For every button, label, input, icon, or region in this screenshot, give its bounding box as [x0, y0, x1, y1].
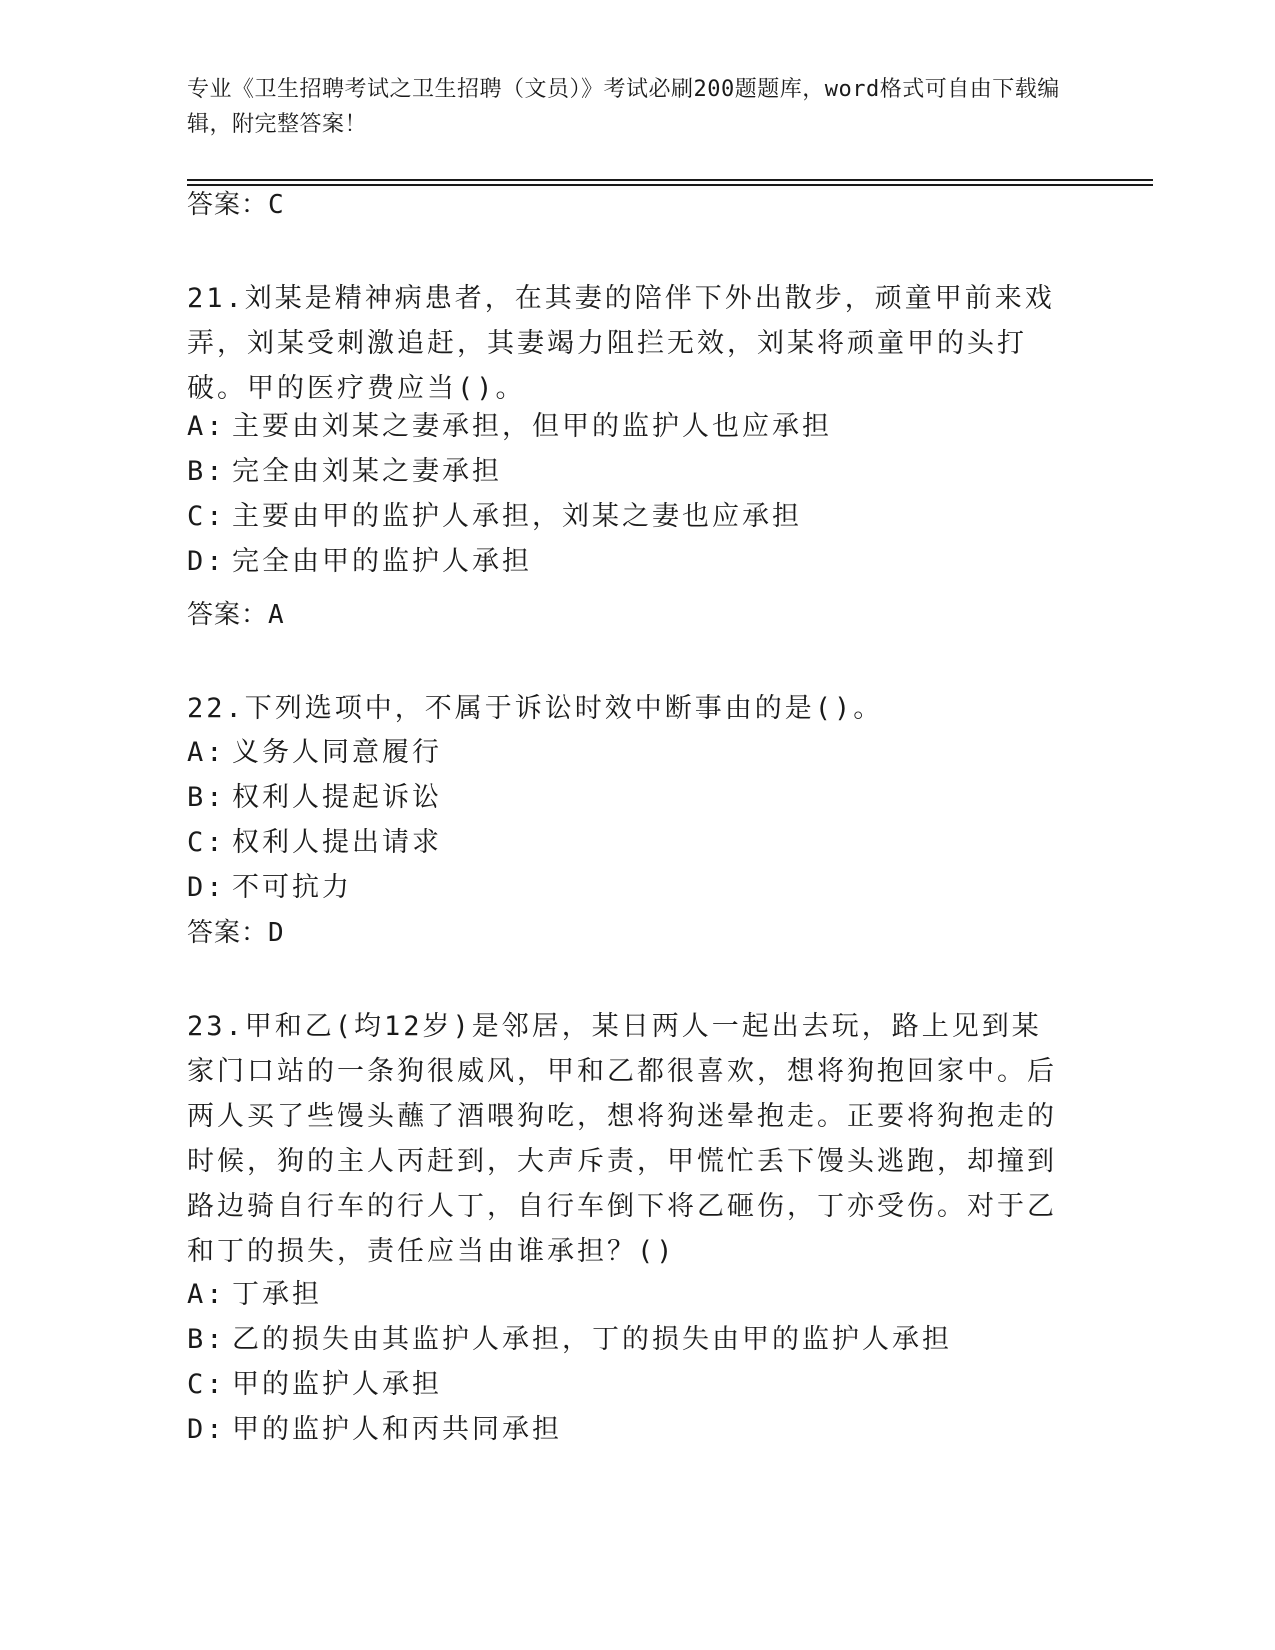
option-text: 甲的监护人承担: [232, 1369, 442, 1400]
option-key: D:: [187, 872, 226, 903]
option-key: B:: [187, 1324, 226, 1355]
option-key: D:: [187, 546, 226, 577]
question-22-stem: 22.下列选项中，不属于诉讼时效中断事由的是()。: [187, 693, 884, 724]
document-header: 专业《卫生招聘考试之卫生招聘（文员）》考试必刷200题题库，word格式可自由下载编辑，附完整答案！: [187, 77, 1060, 137]
option-text: 权利人提起诉讼: [232, 782, 442, 813]
option-text: 丁承担: [232, 1279, 322, 1310]
question-23-options: [187, 1272, 1147, 1452]
question-23-stem: 23.甲和乙(均12岁)是邻居，某日两人一起出去玩，路上见到某家门口站的一条狗很威风，甲和乙都很喜欢，想将狗抱回家中。后两人买了些馒头蘸了酒喂狗吃，想将狗迷晕抱走。正要将狗抱走的时候，狗的主人丙赶到，大声斥责，甲慌忙丢下馒头逃跑，却撞到路边骑自行车的行人丁，自行车倒下将乙砸伤，丁亦受伤。对于乙和丁的损失，责任应当由谁承担？(): [187, 1011, 1057, 1267]
option-key: C:: [187, 827, 226, 858]
option-key: D:: [187, 1414, 226, 1445]
option-c: [187, 1362, 1147, 1407]
option-b: [187, 449, 1147, 494]
option-b: [187, 1317, 1147, 1362]
option-text: 完全由刘某之妻承担: [232, 456, 502, 487]
question-21-options: [187, 404, 1147, 584]
option-c: [187, 494, 1147, 539]
option-text: 不可抗力: [232, 872, 352, 903]
option-key: B:: [187, 456, 226, 487]
question-22-answer: 答案：D: [187, 918, 285, 948]
question-21-stem: 21.刘某是精神病患者，在其妻的陪伴下外出散步，顽童甲前来戏弄，刘某受刺激追赶，其妻竭力阻拦无效，刘某将顽童甲的头打破。甲的医疗费应当()。: [187, 283, 1055, 404]
question-22-options: [187, 730, 1147, 910]
option-key: A:: [187, 1279, 226, 1310]
option-d: [187, 539, 1147, 584]
previous-answer: 答案：C: [187, 190, 285, 220]
option-key: C:: [187, 1369, 226, 1400]
option-key: C:: [187, 501, 226, 532]
option-text: 权利人提出请求: [232, 827, 442, 858]
option-text: 乙的损失由其监护人承担，丁的损失由甲的监护人承担: [232, 1324, 952, 1355]
option-text: 完全由甲的监护人承担: [232, 546, 532, 577]
header-divider-top: [187, 179, 1153, 181]
option-a: [187, 730, 1147, 775]
option-d: [187, 865, 1147, 910]
option-text: 甲的监护人和丙共同承担: [232, 1414, 562, 1445]
question-21-answer: 答案：A: [187, 600, 285, 630]
option-a: [187, 404, 1147, 449]
option-b: [187, 775, 1147, 820]
option-a: [187, 1272, 1147, 1317]
option-key: A:: [187, 737, 226, 768]
option-text: 主要由刘某之妻承担，但甲的监护人也应承担: [232, 411, 832, 442]
header-divider-bottom: [187, 184, 1153, 186]
option-c: [187, 820, 1147, 865]
option-text: 义务人同意履行: [232, 737, 442, 768]
option-text: 主要由甲的监护人承担，刘某之妻也应承担: [232, 501, 802, 532]
option-key: A:: [187, 411, 226, 442]
option-d: [187, 1407, 1147, 1452]
option-key: B:: [187, 782, 226, 813]
